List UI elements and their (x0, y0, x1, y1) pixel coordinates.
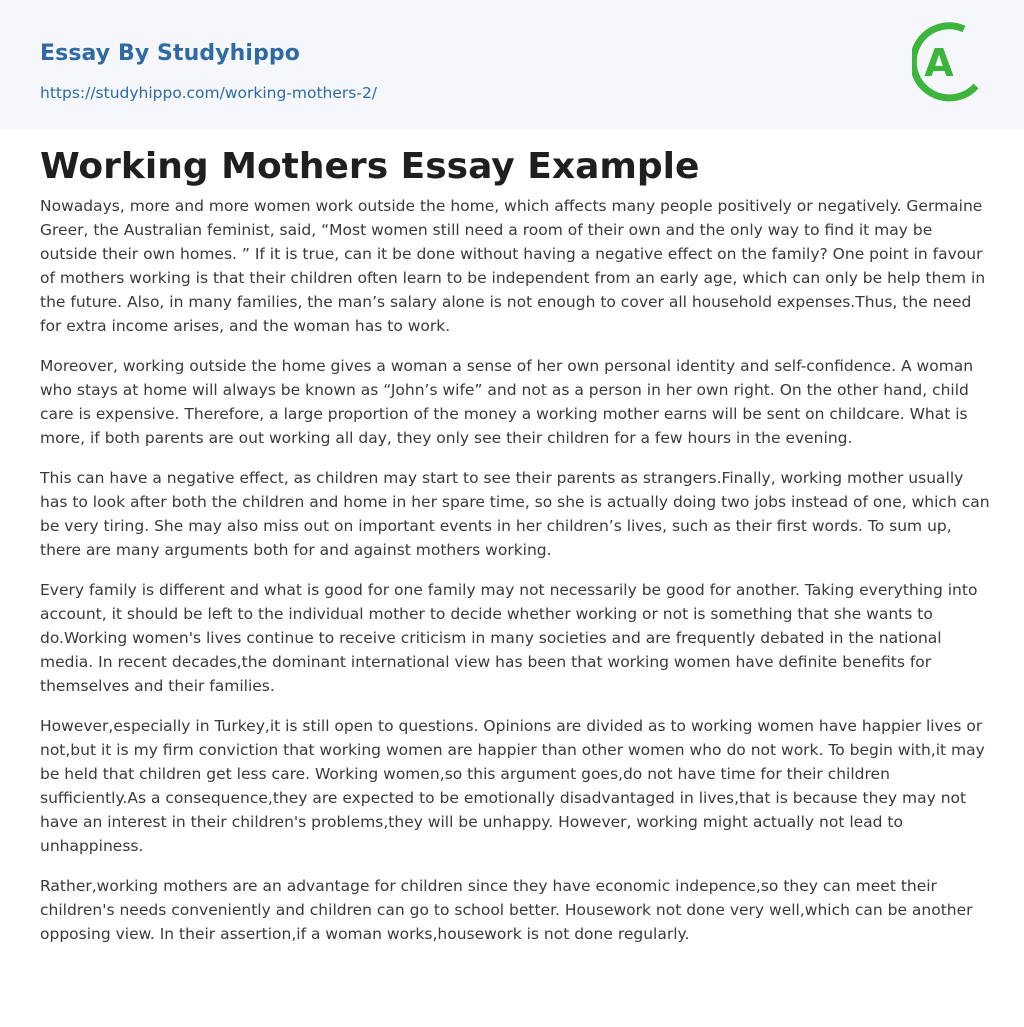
logo-letter: A (924, 41, 954, 85)
essay-paragraph: Rather,working mothers are an advantage for children since they have economic indepence,so they can meet their children's needs conveniently and children can go to school better. Housework not done very well,which can be another opposing view. In their assertion,if a woman works,housework is not done regularly. (40, 877, 973, 943)
source-url-link[interactable]: https://studyhippo.com/working-mothers-2/ (40, 84, 378, 102)
essay-body (40, 194, 990, 962)
page-title: Working Mothers Essay Example (40, 146, 700, 187)
essay-paragraph: However,especially in Turkey,it is still open to questions. Opinions are divided as to working women have happier lives or not,but it is my firm conviction that working women are happier than other women who do not work. To begin with,it may be held that children get less care. Working women,so this argument goes,do not have time for their children sufficiently.As a consequence,they are expected to be emotionally disadvantaged in lives,that is because they may not have an interest in their children's problems,they will be unhappy. However, working might actually not lead to unhappiness. (40, 717, 985, 855)
essay-paragraph: Moreover, working outside the home gives a woman a sense of her own personal identity and self-confidence. A woman who stays at home will always be known as “John’s wife” and not as a person in her own right. On the other hand, child care is expensive. Therefore, a large proportion of the money a working mother earns will be sent on childcare. What is more, if both parents are out working all day, they only see their children for a few hours in the evening. (40, 357, 974, 447)
essay-paragraph: Nowadays, more and more women work outside the home, which affects many people positively or negatively. Germaine Greer, the Australian feminist, said, “Most women still need a room of their own and the only way to find it may be outside their own homes. ” If it is true, can it be done without having a negative effect on the family? One point in favour of mothers working is that their children often learn to be independent from an early age, which can only be help them in the future. Also, in many families, the man’s salary alone is not enough to cover all household expenses.Thus, the need for extra income arises, and the woman has to work. (40, 197, 986, 335)
essay-paragraph: Every family is different and what is good for one family may not necessarily be good for another. Taking everything into account, it should be left to the individual mother to decide whether working or not is something that she wants to do.Working women's lives continue to receive criticism in many societies and are frequently debated in the national media. In recent decades,the dominant international view has been that working women have definite benefits for themselves and their families. (40, 581, 978, 695)
site-title[interactable]: Essay By Studyhippo (40, 41, 300, 66)
essay-paragraph: This can have a negative effect, as children may start to see their parents as strangers.Finally, working mother usually has to look after both the children and home in her spare time, so she is actually doing two jobs instead of one, which can be very tiring. She may also miss out on important events in her children’s lives, such as their first words. To sum up, there are many arguments both for and against mothers working. (40, 469, 990, 559)
studyhippo-logo-icon[interactable] (912, 20, 986, 106)
